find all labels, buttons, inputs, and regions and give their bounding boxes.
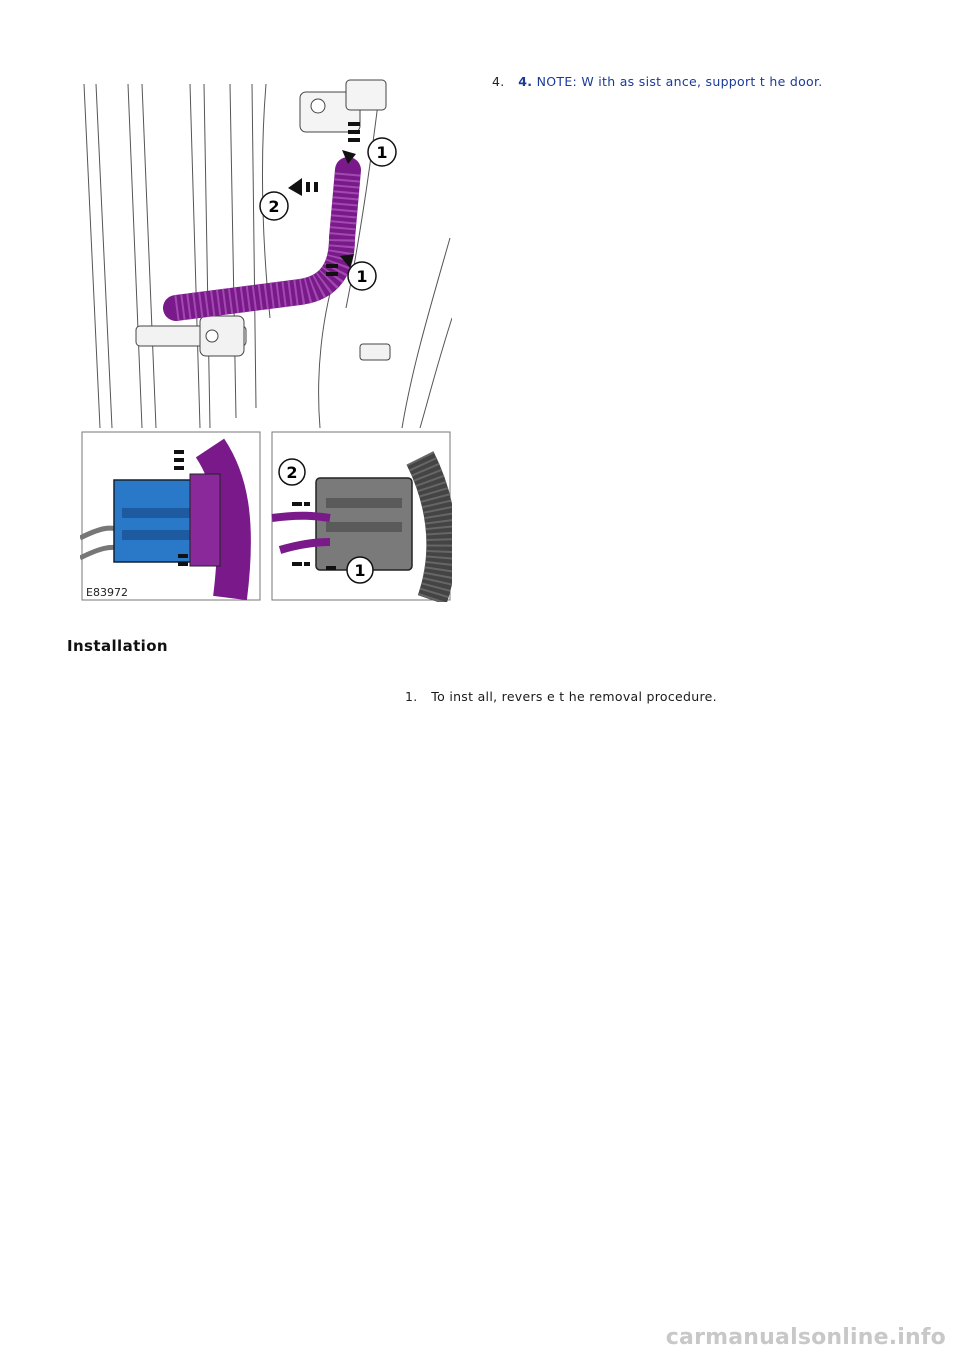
step-text: To inst all, revers e t he removal procedure. bbox=[431, 689, 717, 704]
removal-step-4 bbox=[492, 74, 823, 89]
door-harness-illustration bbox=[80, 78, 452, 602]
step-number: 1. bbox=[405, 689, 418, 704]
step-note-text: NOTE: W ith as sist ance, support t he door. bbox=[536, 74, 823, 89]
callout-1-top: 1 bbox=[376, 143, 388, 162]
callout-1-middle: 1 bbox=[356, 267, 368, 286]
step-bold-label: 4. bbox=[518, 74, 533, 89]
callout-2-inset: 2 bbox=[286, 463, 298, 482]
watermark: carmanualsonline.info bbox=[665, 1325, 946, 1350]
callout-1-inset: 1 bbox=[354, 561, 366, 580]
figure-id-label: E83972 bbox=[86, 586, 128, 599]
step-number: 4. bbox=[492, 74, 505, 89]
callout-2-main: 2 bbox=[268, 197, 280, 216]
installation-step-1 bbox=[405, 689, 717, 704]
installation-heading: Installation bbox=[67, 637, 168, 655]
